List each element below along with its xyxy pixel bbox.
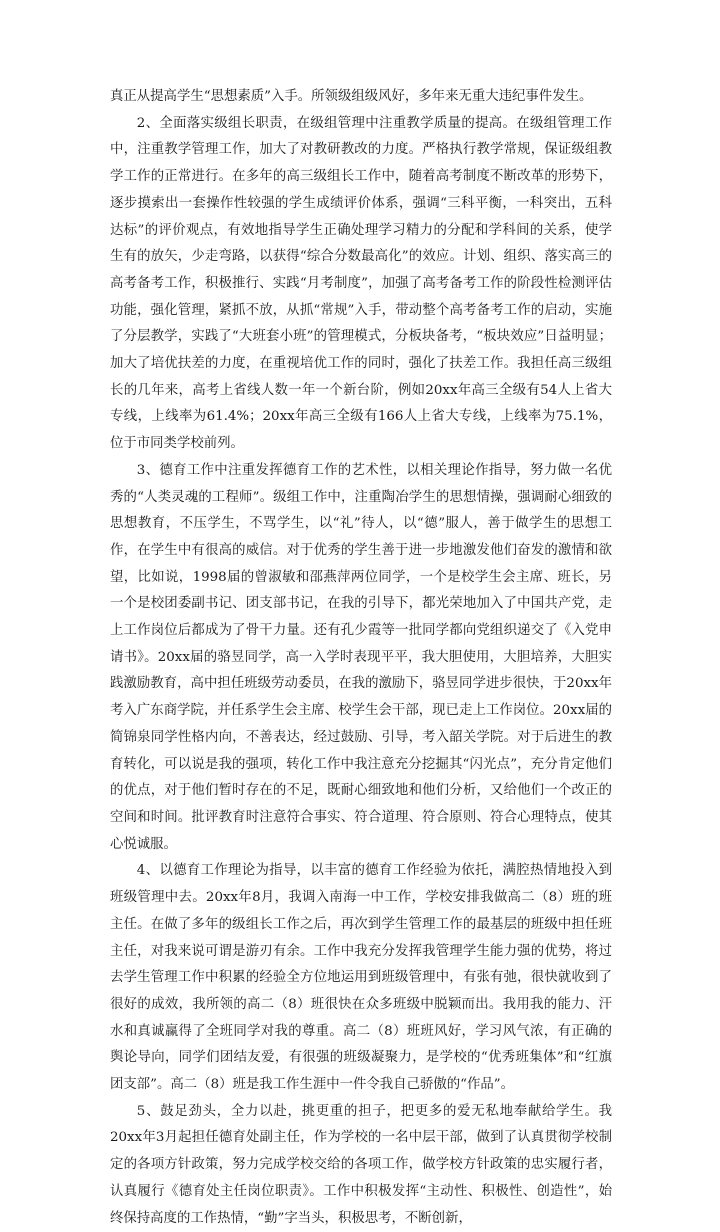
paragraph-2: 2、全面落实级组长职责，在级组管理中注重教学质量的提高。在级组管理工作中，注重教学管理工作，加大了对教研教改的力度。严格执行教学常规，保证级组教学工作的正常进行。在多年的高三级组长工作中，随着高考制度不断改革的形势下，逐步摸索出一套操作性较强的学生成绩评价体系，强调“三科平衡，一科突出，五科达标”的评价观点，有效地指导学生正确处理学习精力的分配和学科间的关系，使学生有的放矢，少走弯路，以获得“综合分数最高化”的效应。计划、组织、落实高三的高考备考工作，积极推行、实践“月考制度”，加强了高考备考工作的阶段性检测评估功能，强化管理，紧抓不放，从抓“常规”入手，带动整个高考备考工作的启动，实施了分层教学，实践了“大班套小班”的管理模式，分板块备考，“板块效应”日益明显；加大了培优扶差的力度，在重视培优工作的同时，强化了扶差工作。我担任高三级组长的几年来，高考上省线人数一年一个新台阶，例如20xx年高三全级有54人上省大专线，上线率为61.4%；20xx年高三全级有166人上省大专线，上线率为75.1%，位于市同类学校前列。: [110, 115, 612, 452]
paragraph-4: 4、以德育工作理论为指导，以丰富的德育工作经验为依托，满腔热情地投入到班级管理中去。20xx年8月，我调入南海一中工作，学校安排我做高二（8）班的班主任。在做了多年的级组长工作之后，再次到学生管理工作的最基层的班级中担任班主任，对我来说可谓是游刃有余。工作中我充分发挥我管理学生能力强的优势，将过去学生管理工作中积累的经验全方位地运用到班级管理中，有张有弛，很快就收到了很好的成效，我所领的高二（8）班很快在众多班级中脱颖而出。我用我的能力、汗水和真诚赢得了全班同学对我的尊重。高二（8）班班风好，学习风气浓，有正确的舆论导向，同学们团结友爱，有很强的班级凝聚力，是学校的“优秀班集体”和“红旗团支部”。高二（8）班是我工作生涯中一件令我自己骄傲的“作品”。: [110, 863, 612, 1093]
document-body: [110, 84, 612, 1232]
paragraph-1: 真正从提高学生“思想素质”入手。所领级组级风好，多年来无重大违纪事件发生。: [110, 89, 593, 104]
paragraph-5: 5、鼓足劲头，全力以赴，挑更重的担子，把更多的爱无私地奉献给学生。我20xx年3月起担任德育处副主任，作为学校的一名中层干部，做到了认真贯彻学校制定的各项方针政策，努力完成学校交给的各项工作，做学校方针政策的忠实履行者，认真履行《德育处主任岗位职责》。工作中积极发挥“主动性、积极性、创造性”，始终保持高度的工作热情，“勤”字当头，积极思考，不断创新，: [110, 1103, 612, 1226]
paragraph-3: 3、德育工作中注重发挥德育工作的艺术性，以相关理论作指导，努力做一名优秀的“人类灵魂的工程师”。级组工作中，注重陶冶学生的思想情操，强调耐心细致的思想教育，不压学生，不骂学生，以“礼”待人，以“德”服人，善于做学生的思想工作，在学生中有很高的威信。对于优秀的学生善于进一步地激发他们奋发的激情和欲望，比如说，1998届的曾淑敏和邵燕萍两位同学，一个是校学生会主席、班长，另一个是校团委副书记、团支部书记，在我的引导下，都光荣地加入了中国共产党，走上工作岗位后都成为了骨干力量。还有孔少霞等一批同学都向党组织递交了《入党申请书》。20xx届的骆昱同学，高一入学时表现平平，我大胆使用，大胆培养，大胆实践激励教育，高中担任班级劳动委员，在我的激励下，骆昱同学进步很快，于20xx年考入广东商学院，并任系学生会主席、校学生会干部，现已走上工作岗位。20xx届的简锦泉同学性格内向，不善表达，经过鼓励、引导，考入韶关学院。对于后进生的教育转化，可以说是我的强项，转化工作中我注意充分挖掘其“闪光点”，充分肯定他们的优点，对于他们暂时存在的不足，既耐心细致地和他们分析，又给他们一个改正的空间和时间。批评教育时注意符合事实、符合道理、符合原则、符合心理特点，使其心悦诚服。: [110, 462, 612, 852]
